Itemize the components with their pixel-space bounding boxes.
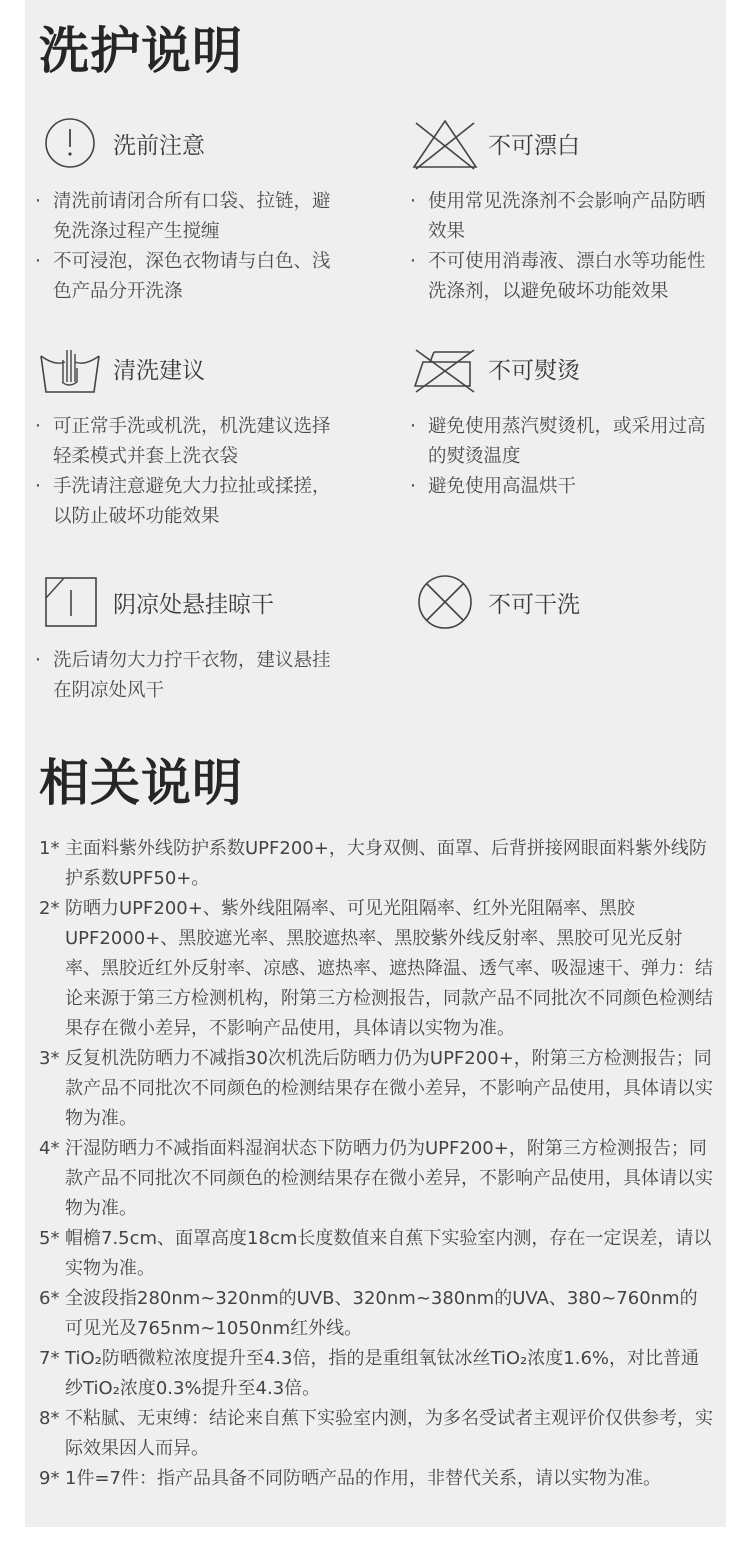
care-item-title: 不可干洗 — [488, 591, 580, 618]
care-item-title: 不可熨烫 — [488, 357, 580, 384]
care-item-no-dry-clean — [410, 572, 715, 632]
exclamation-circle-icon — [35, 113, 105, 173]
care-item-title: 不可漂白 — [488, 132, 580, 159]
no-iron-icon — [410, 338, 480, 398]
no-dry-clean-icon — [410, 572, 480, 632]
shade-dry-icon — [35, 572, 105, 632]
care-bullet: · 避免使用蒸汽熨烫机，或采用过高的熨烫温度 — [410, 416, 706, 467]
note-item: 1* 主面料紫外线防护系数UPF200+，大身双侧、面罩、后背拼接网眼面料紫外线防护系数UPF50+。 — [39, 838, 707, 889]
hand-wash-icon — [35, 338, 105, 398]
note-item: 9* 1件=7件：指产品具备不同防晒产品的作用，非替代关系，请以实物为准。 — [39, 1468, 661, 1489]
note-item: 8* 不粘腻、无束缚：结论来自蕉下实验室内测，为多名受试者主观评价仅供参考，实际效果因人而异。 — [39, 1408, 713, 1459]
care-bullet: · 避免使用高温烘干 — [410, 476, 577, 497]
note-item: 5* 帽檐7.5cm、面罩高度18cm长度数值来自蕉下实验室内测，存在一定误差，请以实物为准。 — [39, 1228, 712, 1279]
care-item-shade-dry — [35, 572, 345, 706]
note-item: 3* 反复机洗防晒力不减指30次机洗后防晒力仍为UPF200+，附第三方检测报告；同款产品不同批次不同颜色的检测结果存在微小差异，不影响产品使用，具体请以实物为准。 — [39, 1048, 713, 1129]
care-section-title: 洗护说明 — [39, 22, 243, 80]
note-item: 7* TiO₂防晒微粒浓度提升至4.3倍，指的是重组氧钛冰丝TiO₂浓度1.6%，对比普通纱TiO₂浓度0.3%提升至4.3倍。 — [39, 1348, 700, 1399]
note-item: 2* 防晒力UPF200+、紫外线阻隔率、可见光阻隔率、红外光阻隔率、黑胶UPF2000+、黑胶遮光率、黑胶遮热率、黑胶紫外线反射率、黑胶可见光反射率、黑胶近红外反射率、凉感、遮热率、遮热降温、透气率、吸湿速干、弹力：结论来源于第三方检测机构，附第三方检测报告，同款产品不同批次不同颜色检测结果存在微小差异，不影响产品使用，具体请以实物为准。 — [39, 898, 713, 1039]
care-bullet: · 可正常手洗或机洗，机洗建议选择轻柔模式并套上洗衣袋 — [35, 416, 331, 467]
care-item-title: 洗前注意 — [113, 132, 205, 159]
note-item: 4* 汗湿防晒力不减指面料湿润状态下防晒力仍为UPF200+，附第三方检测报告；同款产品不同批次不同颜色的检测结果存在微小差异，不影响产品使用，具体请以实物为准。 — [39, 1138, 713, 1219]
care-item-pre-wash — [35, 113, 345, 307]
care-item-title: 清洗建议 — [113, 357, 205, 384]
care-item-no-bleach — [410, 113, 715, 307]
care-bullet: · 使用常见洗涤剂不会影响产品防晒效果 — [410, 191, 706, 242]
care-bullet: · 不可使用消毒液、漂白水等功能性洗涤剂，以避免破坏功能效果 — [410, 251, 706, 302]
note-item: 6* 全波段指280nm~320nm的UVB、320nm~380nm的UVA、380~760nm的可见光及765nm~1050nm红外线。 — [39, 1288, 698, 1339]
care-bullet: · 清洗前请闭合所有口袋、拉链，避免洗涤过程产生搅缠 — [35, 191, 331, 242]
related-notes — [39, 834, 714, 1494]
care-item-title: 阴凉处悬挂晾干 — [113, 591, 274, 618]
related-section-title: 相关说明 — [39, 754, 243, 812]
care-item-no-iron — [410, 338, 715, 502]
care-bullet: · 手洗请注意避免大力拉扯或揉搓，以防止破坏功能效果 — [35, 476, 331, 527]
care-item-wash-advice — [35, 338, 345, 532]
care-bullet: · 洗后请勿大力拧干衣物，建议悬挂在阴凉处风干 — [35, 650, 331, 701]
no-bleach-icon — [410, 113, 480, 173]
care-bullet: · 不可浸泡，深色衣物请与白色、浅色产品分开洗涤 — [35, 251, 331, 302]
